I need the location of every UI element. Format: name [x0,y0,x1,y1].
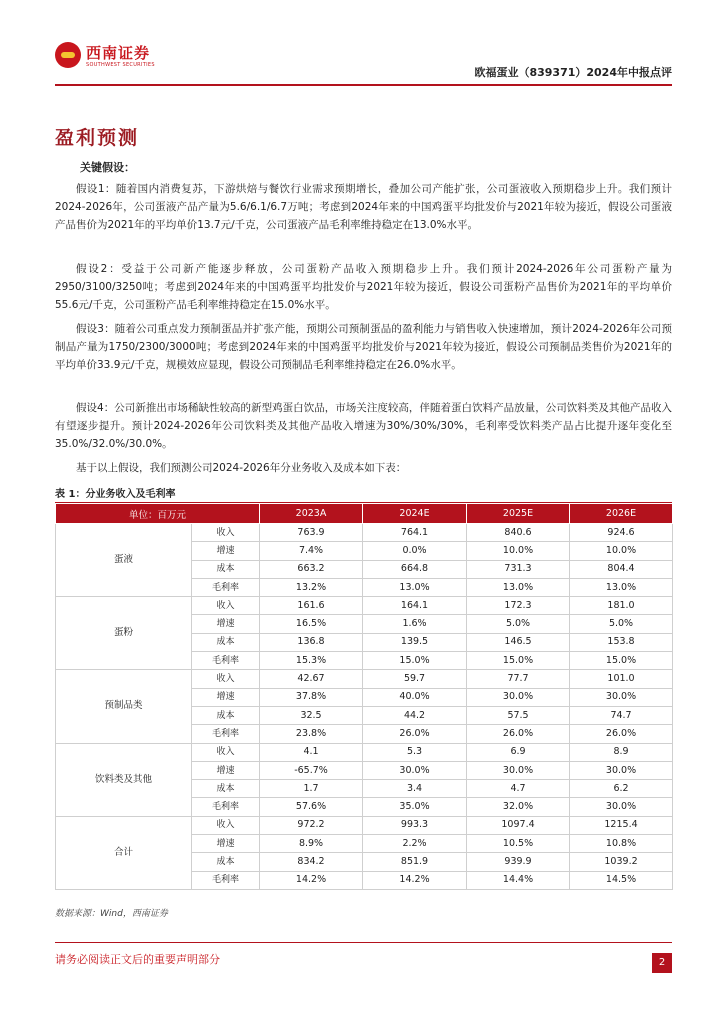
table-cell: 3.4 [363,780,467,798]
table-cell: 146.5 [467,633,570,651]
table-cell: 5.0% [467,615,570,633]
assumption-paragraph-1: 假设1：随着国内消费复苏，下游烘焙与餐饮行业需求预期增长，叠加公司产能扩张，公司蛋液收入预期稳步上升。我们预计2024-2026年，公司蛋液产品产量为5.6/6.1/6.7万吨；考虑到2024年来的中国鸡蛋平均批发价与2021年较为接近，假设公司蛋液产品售价为2021年的平均单价13.7元/千克，公司蛋液产品毛利率维持稳定在13.0%水平。 [55,183,672,231]
segment-label: 蛋粉 [56,597,192,670]
table-cell: 924.6 [570,524,673,542]
table-row [56,743,673,761]
metric-label: 增速 [192,615,260,633]
table-cell: 13.0% [467,578,570,596]
metric-label: 毛利率 [192,725,260,743]
table-cell: 5.0% [570,615,673,633]
metric-label: 成本 [192,633,260,651]
metric-label: 成本 [192,560,260,578]
assumption-paragraph-4: 假设4：公司新推出市场稀缺性较高的新型鸡蛋白饮品，市场关注度较高，伴随着蛋白饮料产品放量，公司饮料类及其他产品收入有望逐步提升。预计2024-2026年公司饮料类及其他产品收入增速为30%/30%/30%，毛利率受饮料类产品占比提升逐年变化至35.0%/32.0%/30.0%。 [55,402,672,450]
metric-label: 毛利率 [192,798,260,816]
metric-label: 成本 [192,706,260,724]
metric-label: 收入 [192,670,260,688]
table-cell: 23.8% [260,725,363,743]
table-cell: 42.67 [260,670,363,688]
table-cell: 10.0% [570,542,673,560]
key-assumptions-heading: 关键假设： [80,161,135,174]
table-cell: 44.2 [363,706,467,724]
table-cell: 101.0 [570,670,673,688]
table-cell: 15.3% [260,652,363,670]
table-cell: 8.9 [570,743,673,761]
table-cell: 57.6% [260,798,363,816]
table-cell: 840.6 [467,524,570,542]
table-cell: 59.7 [363,670,467,688]
section-title: 盈利预测 [55,127,140,149]
table-row [56,670,673,688]
table-row [56,816,673,834]
table-cell: 1.6% [363,615,467,633]
table-cell: 139.5 [363,633,467,651]
table-cell: 10.0% [467,542,570,560]
metric-label: 收入 [192,597,260,615]
table-cell: 172.3 [467,597,570,615]
table-cell: 664.8 [363,560,467,578]
metric-label: 成本 [192,780,260,798]
table-cell: 164.1 [363,597,467,615]
footer-divider [55,942,672,943]
metric-label: 收入 [192,816,260,834]
table-cell: 8.9% [260,835,363,853]
table-cell: 14.5% [570,871,673,889]
table-cell: 32.5 [260,706,363,724]
table-cell: 153.8 [570,633,673,651]
year-header: 2024E [363,504,467,524]
table-cell: 14.2% [363,871,467,889]
table-cell: 1215.4 [570,816,673,834]
unit-header: 单位：百万元 [56,504,260,524]
table-cell: 30.0% [570,761,673,779]
year-header: 2025E [467,504,570,524]
footer-disclaimer: 请务必阅读正文后的重要声明部分 [55,953,220,966]
assumption-paragraph-3: 假设3：随着公司重点发力预制蛋品并扩张产能，预期公司预制蛋品的盈利能力与销售收入快速增加，预计2024-2026年公司预制品产量为1750/2300/3000吨；考虑到2024年来的中国鸡蛋平均批发价与2021年较为接近，假设公司预制品类售价为2021年的平均单价33.9元/千克，规模效应显现，假设公司预制品毛利率维持稳定在26.0%水平。 [55,323,672,371]
table-cell: 7.4% [260,542,363,560]
table-cell: 161.6 [260,597,363,615]
header-divider [55,84,672,86]
table-cell: 10.8% [570,835,673,853]
table-cell: 57.5 [467,706,570,724]
table-cell: 993.3 [363,816,467,834]
assumption-paragraph-2: 假设2：受益于公司新产能逐步释放，公司蛋粉产品收入预期稳步上升。我们预计2024-2026年公司蛋粉产量为2950/3100/3250吨；考虑到2024年来的中国鸡蛋平均批发价与2021年较为接近，假设公司蛋粉产品售价为2021年的平均单价55.6元/千克，公司蛋粉产品毛利率维持稳定在15.0%水平。 [55,263,672,311]
table-cell: 30.0% [570,798,673,816]
year-header: 2026E [570,504,673,524]
table-cell: 13.0% [570,578,673,596]
segment-label: 蛋液 [56,524,192,597]
page-header [55,40,672,82]
metric-label: 毛利率 [192,652,260,670]
table-cell: 5.3 [363,743,467,761]
table-cell: 4.1 [260,743,363,761]
metric-label: 毛利率 [192,578,260,596]
table-cell: 731.3 [467,560,570,578]
table-cell: 0.0% [363,542,467,560]
table-cell: 26.0% [467,725,570,743]
table-cell: 939.9 [467,853,570,871]
table-row [56,524,673,542]
table-cell: 851.9 [363,853,467,871]
table-cell: 764.1 [363,524,467,542]
table-cell: 15.0% [467,652,570,670]
table-cell: 6.9 [467,743,570,761]
table-cell: 804.4 [570,560,673,578]
segment-label: 预制品类 [56,670,192,743]
year-header: 2023A [260,504,363,524]
table-cell: 16.5% [260,615,363,633]
table-header-row [56,504,673,524]
table-cell: 834.2 [260,853,363,871]
table-cell: 1039.2 [570,853,673,871]
table-cell: 30.0% [467,688,570,706]
table-caption: 表 1：分业务收入及毛利率 [55,489,176,500]
table-cell: 663.2 [260,560,363,578]
logo-emblem-icon [55,42,81,68]
table-cell: 37.8% [260,688,363,706]
metric-label: 增速 [192,835,260,853]
table-cell: 4.7 [467,780,570,798]
table-cell: 74.7 [570,706,673,724]
table-cell: 972.2 [260,816,363,834]
summary-paragraph: 基于以上假设，我们预测公司2024-2026年分业务收入及成本如下表： [76,462,407,474]
metric-label: 增速 [192,761,260,779]
table-cell: 13.0% [363,578,467,596]
company-logo [55,40,155,76]
metric-label: 收入 [192,743,260,761]
table-cell: 26.0% [570,725,673,743]
data-source-note: 数据来源：Wind，西南证券 [55,909,168,919]
metric-label: 毛利率 [192,871,260,889]
table-cell: 26.0% [363,725,467,743]
table-cell: 14.2% [260,871,363,889]
table-cell: 1097.4 [467,816,570,834]
report-title: 欧福蛋业（839371）2024年中报点评 [474,66,672,79]
logo-text-cn: 西南证券 [86,44,151,62]
table-cell: 6.2 [570,780,673,798]
segment-label: 饮料类及其他 [56,743,192,816]
table-cell: 14.4% [467,871,570,889]
table-cell: 30.0% [467,761,570,779]
metric-label: 增速 [192,688,260,706]
table-cell: 763.9 [260,524,363,542]
table-cell: 136.8 [260,633,363,651]
table-cell: 181.0 [570,597,673,615]
metric-label: 增速 [192,542,260,560]
table-cell: 30.0% [363,761,467,779]
table-cell: 35.0% [363,798,467,816]
metric-label: 成本 [192,853,260,871]
table-cell: 15.0% [363,652,467,670]
segment-label: 合计 [56,816,192,889]
table-cell: 32.0% [467,798,570,816]
table-cell: -65.7% [260,761,363,779]
logo-text-en: SOUTHWEST SECURITIES [86,62,155,68]
table-cell: 2.2% [363,835,467,853]
table-cell: 10.5% [467,835,570,853]
revenue-margin-table [55,503,673,890]
metric-label: 收入 [192,524,260,542]
table-row [56,597,673,615]
page-number: 2 [652,953,672,973]
table-cell: 13.2% [260,578,363,596]
table-cell: 30.0% [570,688,673,706]
table-cell: 40.0% [363,688,467,706]
table-cell: 15.0% [570,652,673,670]
table-cell: 1.7 [260,780,363,798]
table-cell: 77.7 [467,670,570,688]
